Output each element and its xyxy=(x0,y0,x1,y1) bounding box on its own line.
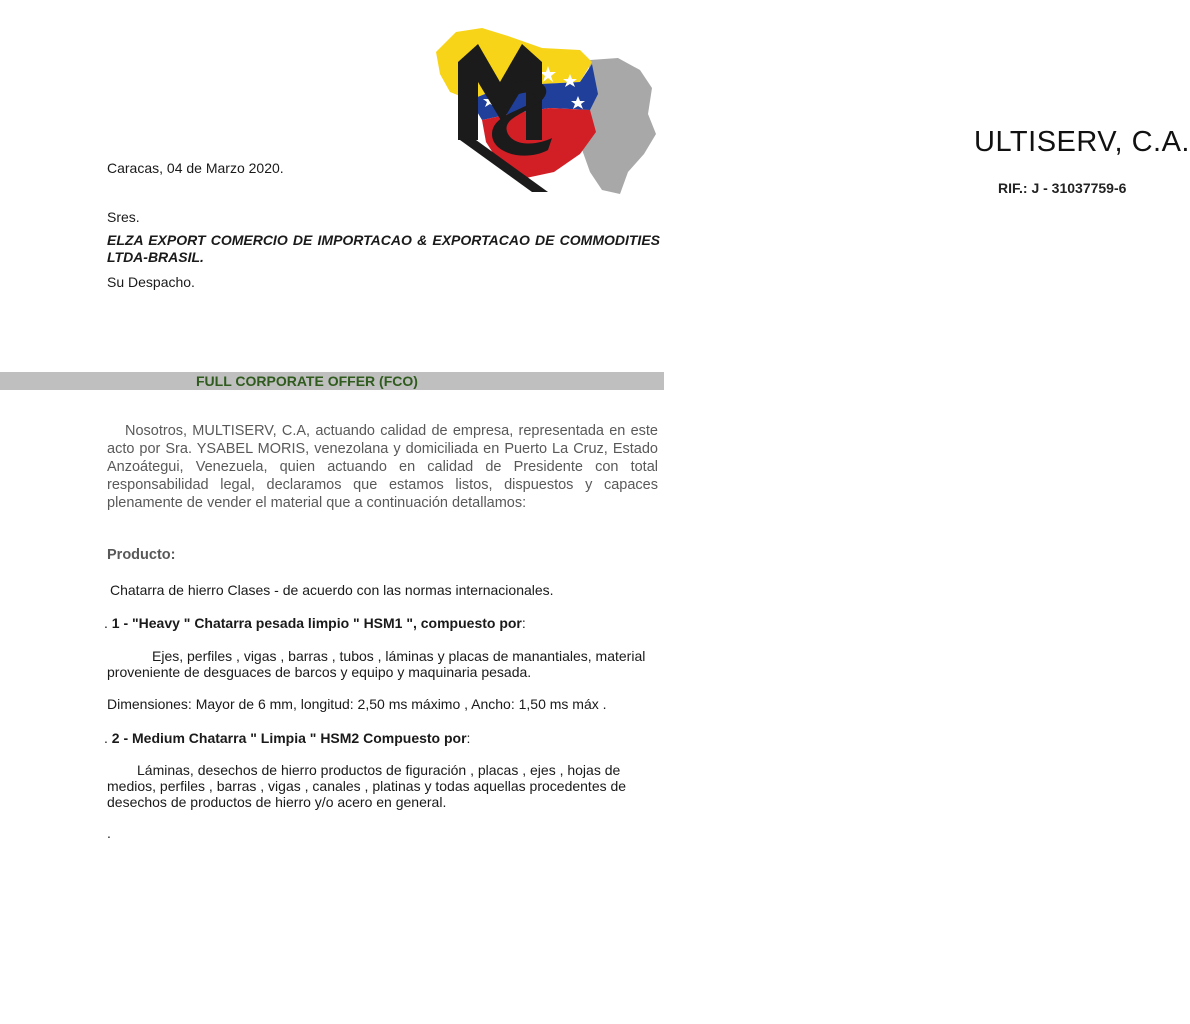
item1-desc-line1: Ejes, perfiles , vigas , barras , tubos , láminas y placas de manantiales, material xyxy=(152,648,646,664)
rif-number: RIF.: J - 31037759-6 xyxy=(998,180,1127,196)
recipient-name: ELZA EXPORT COMERCIO DE IMPORTACAO & EXPORTACAO DE COMMODITIES LTDA-BRASIL. xyxy=(107,232,660,265)
item2-desc-line3: desechos de productos de hierro y/o acero en general. xyxy=(107,794,447,810)
item2-desc-line2: medios, perfiles , barras , vigas , canales , platinas y todas aquellas procedentes de xyxy=(107,778,627,794)
venezuela-map-logo-graphic xyxy=(430,22,740,202)
item2-heading xyxy=(104,730,470,747)
offer-banner xyxy=(0,372,664,390)
company-logo xyxy=(430,22,1190,202)
trailing-dot: . xyxy=(107,825,111,841)
offer-title: FULL CORPORATE OFFER (FCO) xyxy=(196,373,418,389)
item1-prefix: . xyxy=(104,615,112,631)
item1-heading xyxy=(104,615,526,632)
chatarra-line: Chatarra de hierro Clases - de acuerdo con las normas internacionales. xyxy=(110,582,554,598)
item1-title: 1 - "Heavy " Chatarra pesada limpio " HSM1 ", compuesto por xyxy=(111,615,522,631)
item2-prefix: . xyxy=(104,730,112,746)
item2-desc-line1: Láminas, desechos de hierro productos de figuración , placas , ejes , hojas de xyxy=(137,762,621,778)
company-name: ULTISERV, C.A. xyxy=(974,126,1190,158)
item2-suffix: : xyxy=(466,730,471,746)
item2-title: 2 - Medium Chatarra " Limpia " HSM2 Compuesto por xyxy=(111,730,467,746)
intro-paragraph: Nosotros, MULTISERV, C.A, actuando calidad de empresa, representada en este acto por Sra. YSABEL MORIS, venezolana y domiciliada en Puerto La Cruz, Estado Anzoátegui, Venezuela, quien actuando en calidad de Presidente con total responsabilidad legal, declaramos que estamos listos, dispuestos y capaces plenamente de vender el material que a continuación detallamos: xyxy=(107,423,658,511)
producto-heading: Producto: xyxy=(107,547,176,563)
item1-dimensions: Dimensiones: Mayor de 6 mm, longitud: 2,50 ms máximo , Ancho: 1,50 ms máx . xyxy=(107,696,607,712)
item1-suffix: : xyxy=(521,615,526,631)
date-line: Caracas, 04 de Marzo 2020. xyxy=(107,160,284,176)
salutation: Sres. xyxy=(107,209,140,225)
su-despacho: Su Despacho. xyxy=(107,274,195,290)
item1-desc-line2: proveniente de desguaces de barcos y equipo y maquinaria pesada. xyxy=(107,664,532,680)
